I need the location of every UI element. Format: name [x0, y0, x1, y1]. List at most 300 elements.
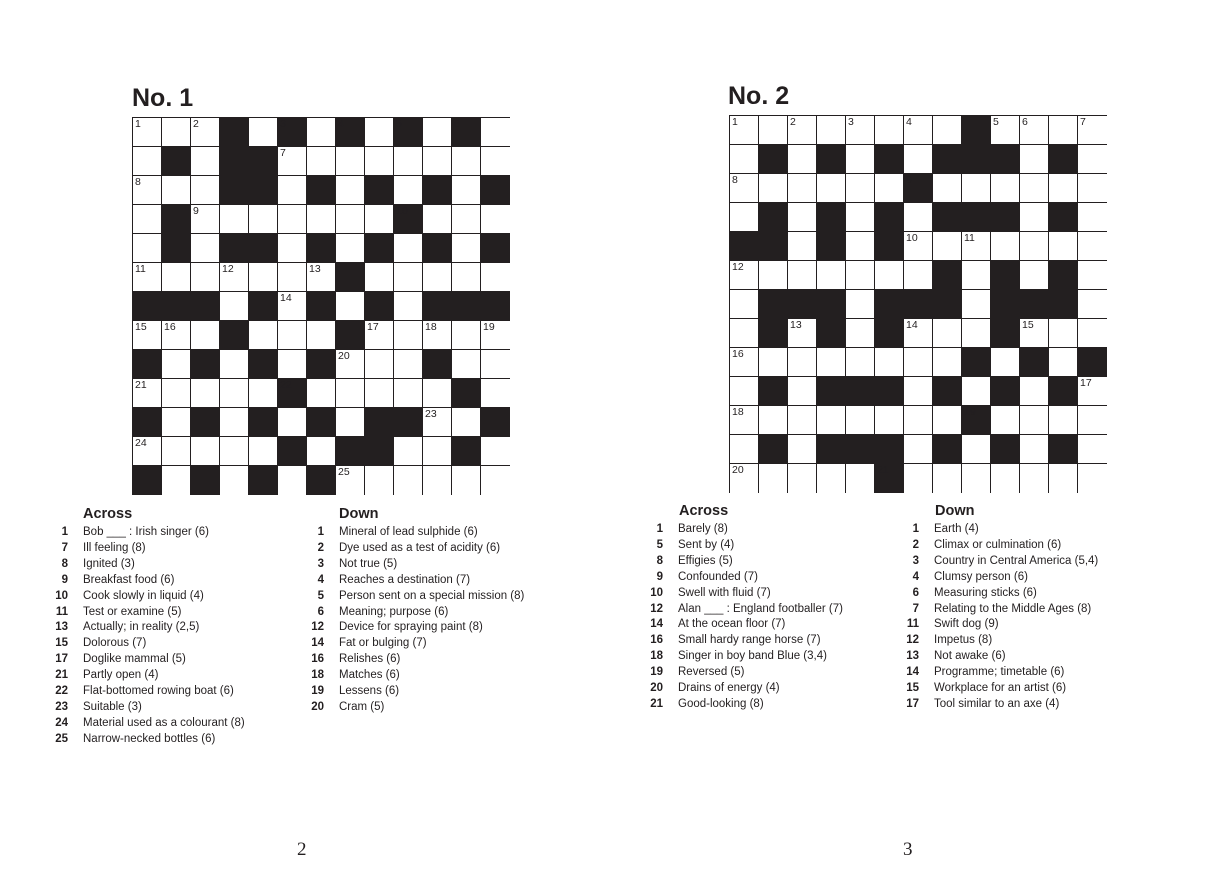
grid-cell[interactable]	[1020, 261, 1049, 290]
grid-cell[interactable]	[191, 379, 220, 408]
grid-cell[interactable]	[162, 321, 191, 350]
grid-cell[interactable]	[991, 348, 1020, 377]
grid-cell[interactable]	[991, 232, 1020, 261]
grid-cell[interactable]	[365, 379, 394, 408]
clue-text: Confounded (7)	[678, 570, 758, 583]
grid-cell[interactable]	[730, 435, 759, 464]
clue-text: Climax or culmination (6)	[934, 538, 1062, 551]
grid-cell[interactable]	[817, 261, 846, 290]
black-cell	[991, 319, 1020, 348]
grid-cell[interactable]	[336, 350, 365, 379]
black-cell	[365, 292, 394, 321]
black-cell	[336, 437, 365, 466]
grid-cell[interactable]	[423, 263, 452, 292]
grid-cell[interactable]	[1078, 232, 1107, 261]
black-cell	[249, 466, 278, 495]
grid-cell[interactable]	[788, 435, 817, 464]
grid-cell[interactable]	[423, 147, 452, 176]
grid-cell[interactable]	[991, 174, 1020, 203]
black-cell	[846, 435, 875, 464]
grid-cell[interactable]	[788, 348, 817, 377]
grid-cell[interactable]	[788, 406, 817, 435]
cell-number: 14	[906, 319, 918, 331]
clue-number: 9	[656, 570, 663, 583]
grid-cell[interactable]	[730, 203, 759, 232]
across-clue	[42, 684, 245, 700]
grid-cell[interactable]	[904, 116, 933, 145]
page-number: 3	[903, 839, 913, 860]
grid-cell[interactable]	[904, 348, 933, 377]
grid-cell[interactable]	[962, 464, 991, 493]
grid-cell[interactable]	[452, 408, 481, 437]
grid-cell[interactable]	[133, 176, 162, 205]
grid-cell[interactable]	[394, 234, 423, 263]
grid-cell[interactable]	[336, 205, 365, 234]
grid-cell[interactable]	[220, 466, 249, 495]
grid-cell[interactable]	[452, 321, 481, 350]
crossword-grid[interactable]	[132, 117, 510, 495]
grid-cell[interactable]	[394, 437, 423, 466]
clue-text: Device for spraying paint (8)	[339, 621, 483, 634]
grid-cell[interactable]	[481, 379, 510, 408]
clue-text: Alan ___ : England footballer (7)	[678, 602, 843, 615]
clue-text: Ill feeling (8)	[83, 541, 146, 554]
grid-cell[interactable]	[1049, 232, 1078, 261]
grid-cell[interactable]	[423, 408, 452, 437]
down-clue	[893, 522, 1098, 538]
cell-number: 19	[483, 321, 495, 333]
grid-cell[interactable]	[191, 147, 220, 176]
grid-cell[interactable]	[904, 261, 933, 290]
grid-cell[interactable]	[249, 379, 278, 408]
black-cell	[1020, 290, 1049, 319]
clue-text: Dye used as a test of acidity (6)	[339, 541, 501, 554]
grid-cell[interactable]	[817, 464, 846, 493]
grid-cell[interactable]	[1049, 406, 1078, 435]
grid-cell[interactable]	[191, 321, 220, 350]
cell-number: 13	[790, 319, 802, 331]
grid-cell[interactable]	[162, 437, 191, 466]
grid-cell[interactable]	[162, 466, 191, 495]
grid-cell[interactable]	[307, 437, 336, 466]
clue-number: 12	[906, 634, 919, 647]
clue-number: 1	[317, 526, 324, 538]
grid-cell[interactable]	[1078, 319, 1107, 348]
grid-cell[interactable]	[220, 263, 249, 292]
black-cell	[220, 234, 249, 263]
cell-number: 18	[732, 406, 744, 418]
grid-cell[interactable]	[962, 232, 991, 261]
grid-cell[interactable]	[1078, 290, 1107, 319]
grid-cell[interactable]	[1078, 464, 1107, 493]
down-clue-list	[893, 522, 1098, 713]
grid-cell[interactable]	[162, 118, 191, 147]
grid-cell[interactable]	[904, 377, 933, 406]
grid-cell[interactable]	[1049, 174, 1078, 203]
grid-cell[interactable]	[307, 118, 336, 147]
grid-cell[interactable]	[307, 147, 336, 176]
grid-cell[interactable]	[875, 174, 904, 203]
grid-cell[interactable]	[423, 321, 452, 350]
grid-cell[interactable]	[191, 176, 220, 205]
grid-cell[interactable]	[191, 118, 220, 147]
grid-cell[interactable]	[452, 176, 481, 205]
clue-text: Partly open (4)	[83, 669, 159, 682]
grid-cell[interactable]	[759, 116, 788, 145]
grid-cell[interactable]	[846, 290, 875, 319]
grid-cell[interactable]	[394, 292, 423, 321]
clue-number: 6	[912, 586, 919, 599]
grid-cell[interactable]	[365, 263, 394, 292]
grid-cell[interactable]	[162, 408, 191, 437]
grid-cell[interactable]	[846, 464, 875, 493]
grid-cell[interactable]	[1078, 261, 1107, 290]
down-clue	[893, 617, 1098, 633]
across-clue	[42, 589, 245, 605]
grid-cell[interactable]	[788, 377, 817, 406]
grid-cell[interactable]	[1020, 174, 1049, 203]
grid-cell[interactable]	[1078, 145, 1107, 174]
grid-cell[interactable]	[759, 464, 788, 493]
grid-cell[interactable]	[730, 261, 759, 290]
grid-cell[interactable]	[962, 174, 991, 203]
grid-cell[interactable]	[1078, 116, 1107, 145]
grid-cell[interactable]	[162, 263, 191, 292]
grid-cell[interactable]	[846, 174, 875, 203]
grid-cell[interactable]	[394, 263, 423, 292]
grid-cell[interactable]	[759, 174, 788, 203]
clue-text: Not true (5)	[339, 557, 398, 570]
grid-cell[interactable]	[249, 205, 278, 234]
grid-cell[interactable]	[278, 234, 307, 263]
grid-cell[interactable]	[481, 350, 510, 379]
black-cell	[452, 379, 481, 408]
grid-cell[interactable]	[452, 147, 481, 176]
grid-cell[interactable]	[191, 234, 220, 263]
grid-cell[interactable]	[788, 261, 817, 290]
grid-cell[interactable]	[1049, 319, 1078, 348]
grid-cell[interactable]	[730, 116, 759, 145]
grid-cell[interactable]	[846, 145, 875, 174]
grid-cell[interactable]	[962, 261, 991, 290]
grid-cell[interactable]	[220, 437, 249, 466]
grid-cell[interactable]	[875, 406, 904, 435]
clue-text: Flat-bottomed rowing boat (6)	[83, 685, 234, 698]
clue-number: 6	[317, 605, 324, 618]
cell-number: 5	[396, 118, 402, 130]
grid-cell[interactable]	[933, 174, 962, 203]
grid-cell[interactable]	[846, 406, 875, 435]
grid-cell[interactable]	[423, 466, 452, 495]
grid-cell[interactable]	[933, 319, 962, 348]
grid-cell[interactable]	[759, 406, 788, 435]
grid-cell[interactable]	[846, 348, 875, 377]
grid-cell[interactable]	[730, 290, 759, 319]
grid-cell[interactable]	[991, 116, 1020, 145]
clue-text: Earth (4)	[934, 523, 979, 535]
grid-cell[interactable]	[133, 118, 162, 147]
grid-cell[interactable]	[133, 263, 162, 292]
grid-cell[interactable]	[846, 261, 875, 290]
black-cell	[307, 176, 336, 205]
grid-cell[interactable]	[1020, 203, 1049, 232]
grid-cell[interactable]	[220, 350, 249, 379]
grid-cell[interactable]	[904, 435, 933, 464]
grid-cell[interactable]	[278, 321, 307, 350]
clue-number: 10	[650, 586, 663, 599]
grid-cell[interactable]	[307, 321, 336, 350]
grid-cell[interactable]	[423, 205, 452, 234]
grid-cell[interactable]	[481, 205, 510, 234]
down-clue	[298, 605, 524, 621]
grid-cell[interactable]	[1078, 203, 1107, 232]
black-cell	[162, 234, 191, 263]
grid-cell[interactable]	[278, 350, 307, 379]
grid-cell[interactable]	[336, 176, 365, 205]
grid-cell[interactable]	[278, 147, 307, 176]
down-clue	[298, 573, 524, 589]
grid-cell[interactable]	[730, 174, 759, 203]
grid-cell[interactable]	[788, 464, 817, 493]
grid-cell[interactable]	[162, 176, 191, 205]
black-cell	[817, 145, 846, 174]
grid-cell[interactable]	[336, 234, 365, 263]
grid-cell[interactable]	[904, 145, 933, 174]
grid-cell[interactable]	[394, 176, 423, 205]
grid-cell[interactable]	[220, 379, 249, 408]
grid-cell[interactable]	[249, 263, 278, 292]
grid-cell[interactable]	[394, 379, 423, 408]
grid-cell[interactable]	[220, 205, 249, 234]
grid-cell[interactable]	[249, 437, 278, 466]
clue-number: 1	[61, 526, 68, 538]
grid-cell[interactable]	[933, 116, 962, 145]
grid-cell[interactable]	[788, 116, 817, 145]
grid-cell[interactable]	[133, 321, 162, 350]
clue-text: Tool similar to an axe (4)	[934, 697, 1060, 710]
clue-text: Reaches a destination (7)	[339, 573, 471, 586]
cell-number: 11	[135, 263, 146, 275]
grid-cell[interactable]	[991, 464, 1020, 493]
grid-cell[interactable]	[846, 232, 875, 261]
grid-cell[interactable]	[788, 319, 817, 348]
grid-cell[interactable]	[730, 348, 759, 377]
grid-cell[interactable]	[904, 464, 933, 493]
grid-cell[interactable]	[220, 408, 249, 437]
black-cell	[133, 466, 162, 495]
grid-cell[interactable]	[846, 203, 875, 232]
grid-cell[interactable]	[307, 379, 336, 408]
clue-text: Matches (6)	[339, 669, 400, 682]
grid-cell[interactable]	[365, 147, 394, 176]
grid-cell[interactable]	[220, 292, 249, 321]
grid-cell[interactable]	[162, 350, 191, 379]
grid-cell[interactable]	[336, 408, 365, 437]
grid-cell[interactable]	[1078, 406, 1107, 435]
grid-cell[interactable]	[394, 466, 423, 495]
grid-cell[interactable]	[191, 205, 220, 234]
grid-cell[interactable]	[875, 261, 904, 290]
clue-text: Reversed (5)	[678, 666, 745, 679]
grid-cell[interactable]	[817, 348, 846, 377]
black-cell	[423, 176, 452, 205]
grid-cell[interactable]	[365, 321, 394, 350]
grid-cell[interactable]	[817, 116, 846, 145]
grid-cell[interactable]	[1078, 174, 1107, 203]
grid-cell[interactable]	[1020, 145, 1049, 174]
grid-cell[interactable]	[962, 319, 991, 348]
grid-cell[interactable]	[394, 350, 423, 379]
grid-cell[interactable]	[278, 466, 307, 495]
grid-cell[interactable]	[1020, 377, 1049, 406]
grid-cell[interactable]	[1049, 464, 1078, 493]
grid-cell[interactable]	[307, 205, 336, 234]
grid-cell[interactable]	[875, 116, 904, 145]
grid-cell[interactable]	[336, 466, 365, 495]
grid-cell[interactable]	[336, 292, 365, 321]
grid-cell[interactable]	[307, 263, 336, 292]
grid-cell[interactable]	[278, 408, 307, 437]
across-clue	[42, 620, 245, 636]
grid-cell[interactable]	[1049, 116, 1078, 145]
grid-cell[interactable]	[1020, 464, 1049, 493]
down-clue	[298, 620, 524, 636]
grid-cell[interactable]	[278, 176, 307, 205]
grid-cell[interactable]	[904, 203, 933, 232]
grid-cell[interactable]	[730, 406, 759, 435]
grid-cell[interactable]	[278, 292, 307, 321]
grid-cell[interactable]	[730, 377, 759, 406]
grid-cell[interactable]	[1020, 435, 1049, 464]
black-cell	[759, 377, 788, 406]
grid-cell[interactable]	[481, 118, 510, 147]
grid-cell[interactable]	[481, 466, 510, 495]
grid-cell[interactable]	[904, 406, 933, 435]
grid-cell[interactable]	[1020, 116, 1049, 145]
grid-cell[interactable]	[846, 319, 875, 348]
grid-cell[interactable]	[249, 321, 278, 350]
clue-text: Country in Central America (5,4)	[934, 554, 1099, 567]
grid-cell[interactable]	[133, 379, 162, 408]
grid-cell[interactable]	[788, 174, 817, 203]
black-cell	[962, 348, 991, 377]
grid-cell[interactable]	[962, 435, 991, 464]
grid-cell[interactable]	[365, 350, 394, 379]
grid-cell[interactable]	[452, 234, 481, 263]
grid-cell[interactable]	[788, 203, 817, 232]
grid-cell[interactable]	[759, 348, 788, 377]
clue-text: Dolorous (7)	[83, 637, 147, 650]
grid-cell[interactable]	[759, 261, 788, 290]
grid-cell[interactable]	[452, 263, 481, 292]
black-cell	[249, 408, 278, 437]
grid-cell[interactable]	[191, 263, 220, 292]
grid-cell[interactable]	[1049, 348, 1078, 377]
grid-cell[interactable]	[817, 406, 846, 435]
across-clue	[637, 617, 843, 633]
grid-cell[interactable]	[452, 466, 481, 495]
cell-number: 25	[338, 466, 350, 478]
grid-cell[interactable]	[452, 350, 481, 379]
black-cell	[875, 290, 904, 319]
grid-cell[interactable]	[1078, 377, 1107, 406]
grid-cell[interactable]	[933, 232, 962, 261]
clue-text: At the ocean floor (7)	[678, 618, 786, 631]
grid-cell[interactable]	[481, 437, 510, 466]
grid-cell[interactable]	[1020, 319, 1049, 348]
grid-cell[interactable]	[365, 466, 394, 495]
grid-cell[interactable]	[336, 379, 365, 408]
grid-cell[interactable]	[962, 377, 991, 406]
clue-number: 10	[55, 589, 68, 602]
clue-text: Bob ___ : Irish singer (6)	[83, 526, 209, 538]
grid-cell[interactable]	[133, 147, 162, 176]
grid-cell[interactable]	[904, 232, 933, 261]
grid-cell[interactable]	[846, 116, 875, 145]
grid-cell[interactable]	[278, 205, 307, 234]
grid-cell[interactable]	[788, 232, 817, 261]
grid-cell[interactable]	[278, 263, 307, 292]
grid-cell[interactable]	[817, 174, 846, 203]
grid-cell[interactable]	[423, 379, 452, 408]
grid-cell[interactable]	[962, 290, 991, 319]
grid-cell[interactable]	[336, 147, 365, 176]
grid-cell[interactable]	[365, 205, 394, 234]
grid-cell[interactable]	[481, 321, 510, 350]
clue-text: Doglike mammal (5)	[83, 653, 186, 666]
clue-number: 22	[55, 685, 68, 698]
black-cell	[991, 377, 1020, 406]
grid-cell[interactable]	[423, 437, 452, 466]
black-cell	[1049, 145, 1078, 174]
grid-cell[interactable]	[1020, 406, 1049, 435]
grid-cell[interactable]	[730, 319, 759, 348]
grid-cell[interactable]	[481, 147, 510, 176]
grid-cell[interactable]	[933, 406, 962, 435]
clue-text: Person sent on a special mission (8)	[339, 589, 525, 602]
grid-cell[interactable]	[365, 118, 394, 147]
black-cell	[394, 408, 423, 437]
grid-cell[interactable]	[452, 205, 481, 234]
grid-cell[interactable]	[133, 234, 162, 263]
grid-cell[interactable]	[191, 437, 220, 466]
grid-cell[interactable]	[788, 145, 817, 174]
grid-cell[interactable]	[162, 379, 191, 408]
cell-number: 17	[1080, 377, 1092, 389]
grid-cell[interactable]	[249, 118, 278, 147]
grid-cell[interactable]	[730, 464, 759, 493]
across-clue	[42, 525, 245, 541]
grid-cell[interactable]	[133, 205, 162, 234]
clue-number: 3	[912, 554, 919, 567]
black-cell	[962, 116, 991, 145]
grid-cell[interactable]	[423, 118, 452, 147]
crossword-grid[interactable]	[729, 115, 1107, 493]
grid-cell[interactable]	[730, 145, 759, 174]
grid-cell[interactable]	[904, 319, 933, 348]
grid-cell[interactable]	[133, 437, 162, 466]
grid-cell[interactable]	[933, 348, 962, 377]
cell-number: 4	[338, 118, 344, 130]
grid-cell[interactable]	[1020, 232, 1049, 261]
grid-cell[interactable]	[394, 321, 423, 350]
grid-cell[interactable]	[933, 464, 962, 493]
grid-cell[interactable]	[1078, 435, 1107, 464]
grid-cell[interactable]	[991, 406, 1020, 435]
grid-cell[interactable]	[394, 147, 423, 176]
grid-cell[interactable]	[875, 348, 904, 377]
grid-cell[interactable]	[481, 263, 510, 292]
